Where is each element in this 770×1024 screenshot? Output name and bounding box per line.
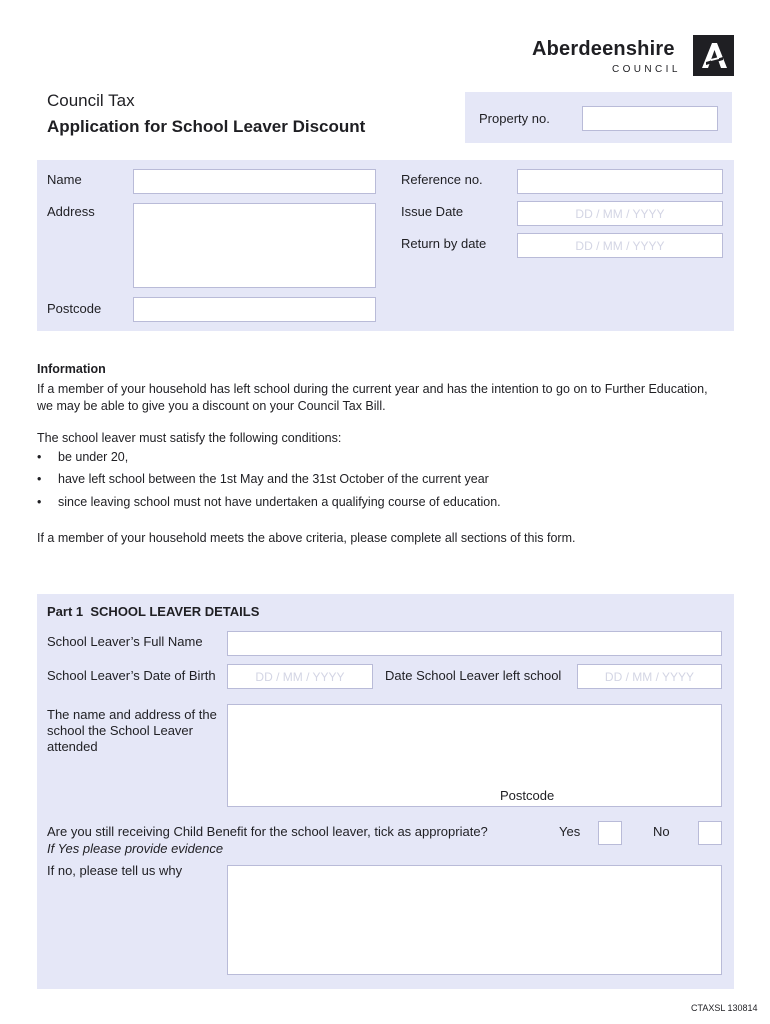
name-label: Name <box>47 172 82 187</box>
child-benefit-question: Are you still receiving Child Benefit for the school leaver, tick as appropriate? <box>47 824 488 839</box>
evidence-note: If Yes please provide evidence <box>47 841 224 856</box>
yes-checkbox[interactable] <box>598 821 622 845</box>
bullet: • <box>37 472 42 486</box>
dob-label: School Leaver’s Date of Birth <box>47 668 216 683</box>
property-label: Property no. <box>479 111 550 126</box>
reference-input[interactable] <box>517 169 723 194</box>
yes-label: Yes <box>559 824 581 839</box>
section-title: SCHOOL LEAVER DETAILS <box>90 604 260 619</box>
reference-label: Reference no. <box>401 172 483 187</box>
name-input[interactable] <box>133 169 376 194</box>
postcode-label: Postcode <box>47 301 102 316</box>
council-logo-icon <box>693 35 734 76</box>
return-date-input[interactable]: DD / MM / YYYY <box>517 233 723 258</box>
no-label: No <box>653 824 670 839</box>
left-school-date-input[interactable]: DD / MM / YYYY <box>577 664 722 689</box>
closing-text: If a member of your household meets the above criteria, please complete all sections of this form. <box>37 531 576 545</box>
issue-date-input[interactable]: DD / MM / YYYY <box>517 201 723 226</box>
school-postcode-label: Postcode <box>500 788 555 803</box>
full-name-label: School Leaver’s Full Name <box>47 634 203 649</box>
school-address-label: The name and address of the school the School Leaver attended <box>47 707 217 754</box>
information-paragraph: If a member of your household has left school during the current year and has the intention to go on to Further Education, we may be able to give you a discount on your Council Tax Bill. <box>37 382 708 413</box>
list-item: • be under 20, <box>37 450 129 464</box>
address-input[interactable] <box>133 203 376 288</box>
dob-input[interactable]: DD / MM / YYYY <box>227 664 373 689</box>
property-number-input[interactable] <box>582 106 718 131</box>
part-label: Part 1 <box>47 604 84 619</box>
part1-heading <box>47 604 259 619</box>
list-item: • have left school between the 1st May and the 31st October of the current year <box>37 472 489 486</box>
school-address-input[interactable] <box>227 704 722 807</box>
list-item: • since leaving school must not have undertaken a qualifying course of education. <box>37 495 501 509</box>
brand-name: Aberdeenshire <box>532 38 675 60</box>
if-no-label: If no, please tell us why <box>47 863 183 878</box>
full-name-input[interactable] <box>227 631 722 656</box>
brand-subtitle: COUNCIL <box>612 64 681 75</box>
form-code: CTAXSL 130814 <box>691 1003 758 1013</box>
information-heading: Information <box>37 362 106 376</box>
conditions-intro: The school leaver must satisfy the following conditions: <box>37 431 342 445</box>
return-date-label: Return by date <box>401 236 487 251</box>
page-title: Application for School Leaver Discount <box>47 117 366 136</box>
postcode-input[interactable] <box>133 297 376 322</box>
address-label: Address <box>47 204 95 219</box>
left-school-label: Date School Leaver left school <box>385 668 562 683</box>
issue-date-label: Issue Date <box>401 204 464 219</box>
form-category: Council Tax <box>47 91 135 110</box>
bullet: • <box>37 450 42 464</box>
bullet: • <box>37 495 42 509</box>
no-checkbox[interactable] <box>698 821 722 845</box>
if-no-reason-input[interactable] <box>227 865 722 975</box>
